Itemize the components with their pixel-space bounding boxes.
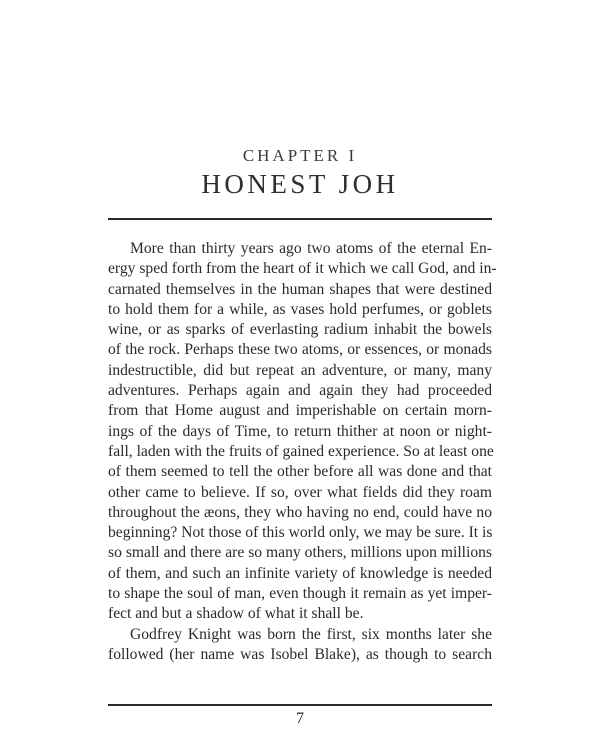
- text-line: of them, and such an infinite variety of knowledge is needed: [108, 564, 492, 582]
- bottom-rule: [108, 704, 492, 706]
- text-line: More than thirty years ago two atoms of the eternal En-: [130, 240, 492, 257]
- text-line: beginning? Not those of this world only, we may be sure. It is: [108, 524, 493, 542]
- text-line: to hold them for a while, as vases hold perfumes, or goblets: [108, 300, 492, 318]
- text-line: Godfrey Knight was born the first, six months later she: [130, 625, 492, 643]
- text-line: of the rock. Perhaps these two atoms, or essences, or monads: [108, 341, 492, 359]
- text-line: of them seemed to tell the other before all was done and that: [108, 463, 492, 481]
- text-line: ergy sped forth from the heart of it which we call God, and in-: [108, 260, 497, 278]
- text-line: throughout the æons, they who having no end, could have no: [108, 503, 492, 521]
- text-line: other came to believe. If so, over what fields did they roam: [108, 483, 492, 501]
- text-line: followed (her name was Isobel Blake), as though to search: [108, 645, 492, 663]
- body-text: [108, 239, 497, 665]
- text-line: ings of the days of Time, to return thither at noon or night-: [108, 422, 492, 440]
- chapter-label: CHAPTER I: [242, 146, 358, 165]
- chapter-title: HONEST JOH: [201, 169, 399, 199]
- text-line: so small and there are so many others, millions upon millions: [108, 544, 492, 562]
- text-line: indestructible, did but repeat an adventure, or many, many: [108, 361, 492, 379]
- text-line: adventures. Perhaps again and again they had proceeded: [108, 382, 492, 400]
- text-line: fect and but a shadow of what it shall be.: [108, 605, 364, 623]
- top-rule: [108, 218, 492, 220]
- text-line: to shape the soul of man, even though it remain as yet imper-: [108, 585, 492, 603]
- text-line: wine, or as sparks of everlasting radium inhabit the bowels: [108, 321, 492, 339]
- text-line: from that Home august and imperishable on certain morn-: [108, 402, 492, 420]
- text-line: fall, laden with the fruits of gained experience. So at least one: [108, 442, 494, 460]
- page-number: 7: [296, 710, 304, 727]
- text-line: carnated themselves in the human shapes that were destined: [108, 280, 492, 298]
